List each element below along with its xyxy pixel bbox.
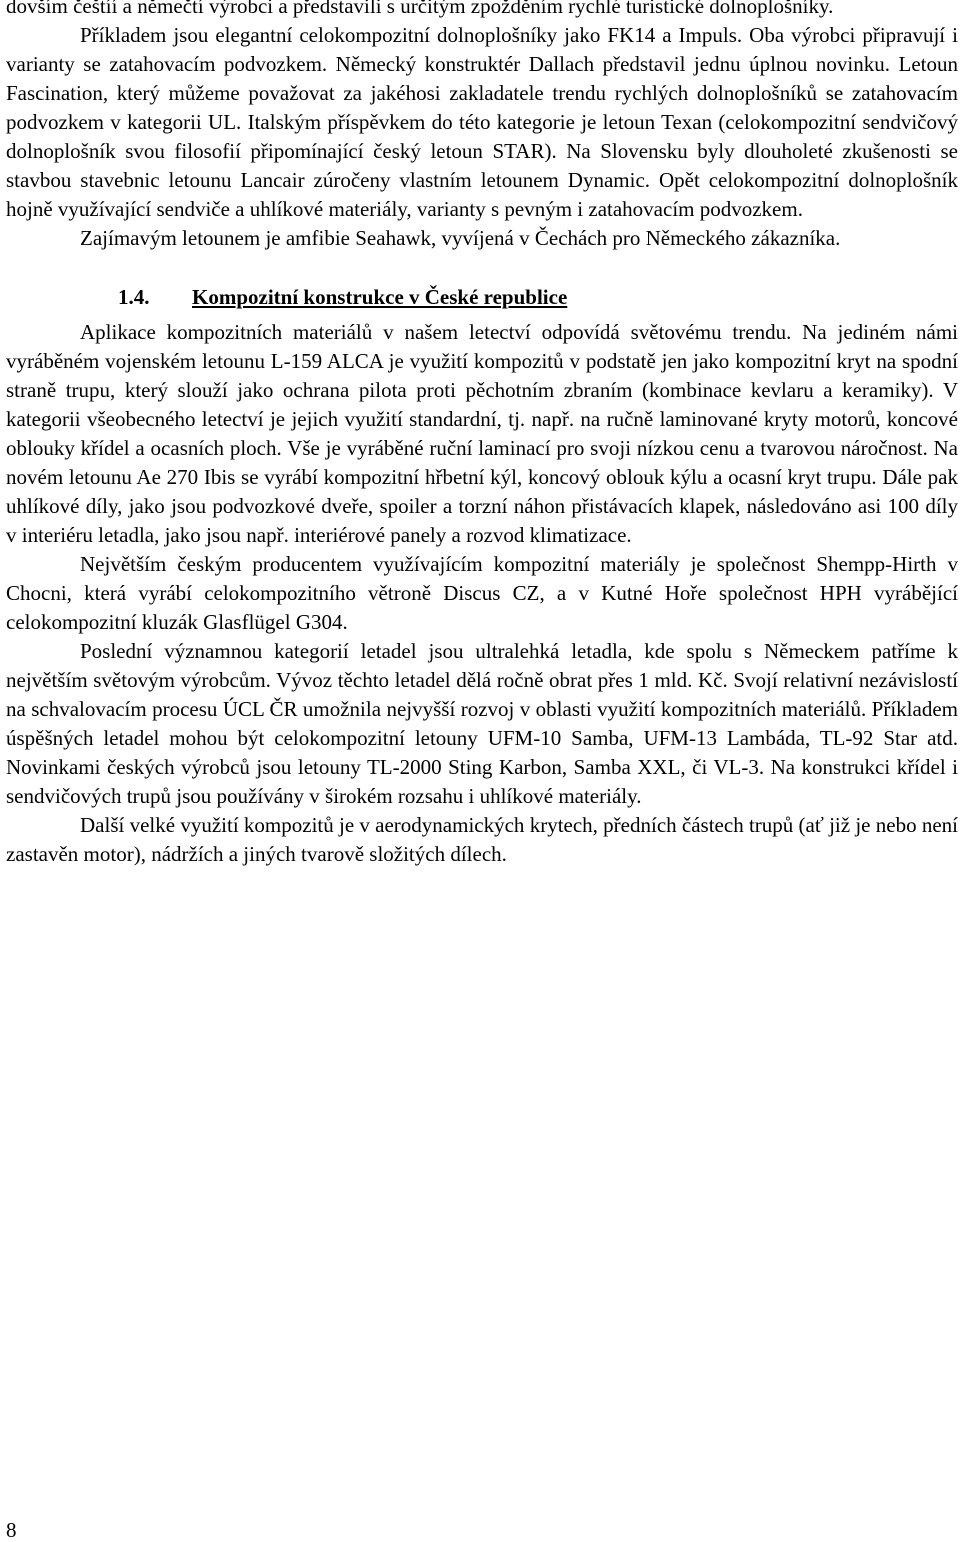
page-content [6,0,958,869]
section-paragraph-trend: Aplikace kompozitních materiálů v našem letectví odpovídá světovému trendu. Na jediném námi vyráběném vojenském letounu L-159 ALCA je využití kompozitů v podstatě jen jako kompozitní kryt na spodní straně trupu, který slouží jako ochrana pilota proti pěchotním zbraním (kombinace kevlaru a keramiky). V kategorii všeobecného letectví je jejich využití standardní, tj. např. na ručně laminované kryty motorů, koncové oblouky křídel a ocasních ploch. Vše je vyráběné ruční laminací pro svoji nízkou cenu a tvarovou náročnost. Na novém letounu Ae 270 Ibis se vyrábí kompozitní hřbetní kýl, koncový oblouk kýlu a ocasní kryt trupu. Dále pak uhlíkové díly, jako jsou podvozkové dveře, spoiler a torzní náhon přistávacích klapek, následováno asi 100 díly v interiéru letadla, jako jsou např. interiérové panely a rozvod klimatizace. [6,320,958,547]
section-number: 1.4. [118,285,150,309]
intro-paragraph-ul-aircraft: Příkladem jsou elegantní celokompozitní dolnoplošníky jako FK14 a Impuls. Oba výrobci připravují i varianty se zatahovacím podvozkem. Německý konstruktér Dallach představil jednu úplnou novinku. Letoun Fascination, který můžeme považovat za jakéhosi zakladatele trendu rychlých dolnoplošníků se zatahovacím podvozkem v kategorii UL. Italským příspěvkem do této kategorie je letoun Texan (celokompozitní sendvičový dolnoplošník svou filosofií připomínající český letoun STAR). Na Slovensku byly dlouholeté zkušenosti se stavbou stavebnic letounu Lancair zúročeny vlastním letounem Dynamic. Opět celokompozitní dolnoplošník hojně využívající sendviče a uhlíkové materiály, varianty s pevným i zatahovacím podvozkem. [6,23,958,221]
section-paragraph-ultralight: Poslední významnou kategorií letadel jsou ultralehká letadla, kde spolu s Německem patříme k největším světovým výrobcům. Vývoz těchto letadel dělá ročně obrat přes 1 mld. Kč. Svojí relativní nezávislostí na schvalovacím procesu ÚCL ČR umožnila nejvyšší rozvoj v oblasti využití kompozitních materiálů. Příkladem úspěšných letadel mohou být celokompozitní letouny UFM-10 Samba, UFM-13 Lambáda, TL-92 Star atd. Novinkami českých výrobců jsou letouny TL-2000 Sting Karbon, Samba XXL, či VL-3. Na konstrukci křídel i sendvičových trupů jsou používány v širokém rozsahu i uhlíkové materiály. [6,639,958,808]
page-number: 8 [6,1518,17,1542]
section-paragraph-aerodynamic-covers: Další velké využití kompozitů je v aerodynamických krytech, předních částech trupů (ať již je nebo není zastavěn motor), nádržích a jiných tvarově složitých dílech. [6,813,958,866]
section-paragraph-producers: Největším českým producentem využívajícím kompozitní materiály je společnost Shempp-Hirth v Chocni, která vyrábí celokompozitního větroně Discus CZ, a v Kutné Hoře společnost HPH vyrábějící celokompozitní kluzák Glasflügel G304. [6,552,958,634]
section-title: Kompozitní konstrukce v České republice [192,285,568,309]
intro-paragraph-seahawk: Zajímavým letounem je amfibie Seahawk, vyvíjená v Čechách pro Německého zákazníka. [80,226,841,250]
section-heading [6,283,958,312]
intro-paragraph-continued: dovším češtíí a němečtí výrobci a představili s určitým zpožděním rychlé turistické dolnoplošníky. [6,0,834,18]
